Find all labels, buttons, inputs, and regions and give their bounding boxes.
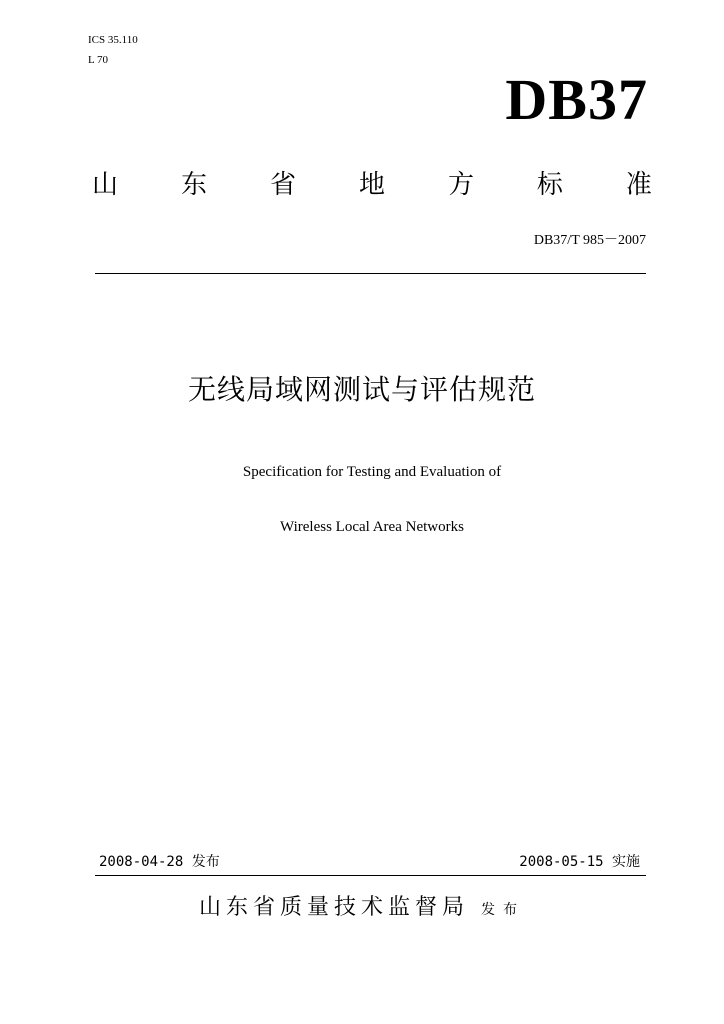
db-code-logo: DB37 <box>505 67 648 132</box>
top-divider <box>95 273 646 274</box>
publisher-line <box>0 893 724 925</box>
publisher-name: 山东省质量技术监督局 <box>198 895 469 920</box>
issue-date: 2008-04-28 发布 <box>99 854 220 870</box>
ics-code: ICS 35.110 <box>88 34 138 46</box>
standard-type-char: 省 <box>269 170 296 200</box>
standard-type-char: 东 <box>180 170 207 200</box>
standard-number: DB37/T 985－2007 <box>533 233 646 248</box>
standard-type-char: 地 <box>358 170 385 200</box>
ccs-code: L 70 <box>88 54 109 66</box>
standard-type-heading <box>92 168 652 202</box>
publish-label: 发布 <box>481 902 525 918</box>
standard-type-char: 方 <box>447 170 474 200</box>
standard-type-char: 山 <box>92 170 119 200</box>
standard-type-char: 标 <box>536 170 563 200</box>
title-english-line-1: Specification for Testing and Evaluation of <box>242 464 502 480</box>
title-english-line-2: Wireless Local Area Networks <box>280 519 464 535</box>
implementation-date: 2008-05-15 实施 <box>519 854 640 870</box>
title-chinese: 无线局域网测试与评估规范 <box>187 373 536 406</box>
standard-type-char: 准 <box>625 170 652 200</box>
bottom-divider <box>95 875 646 876</box>
